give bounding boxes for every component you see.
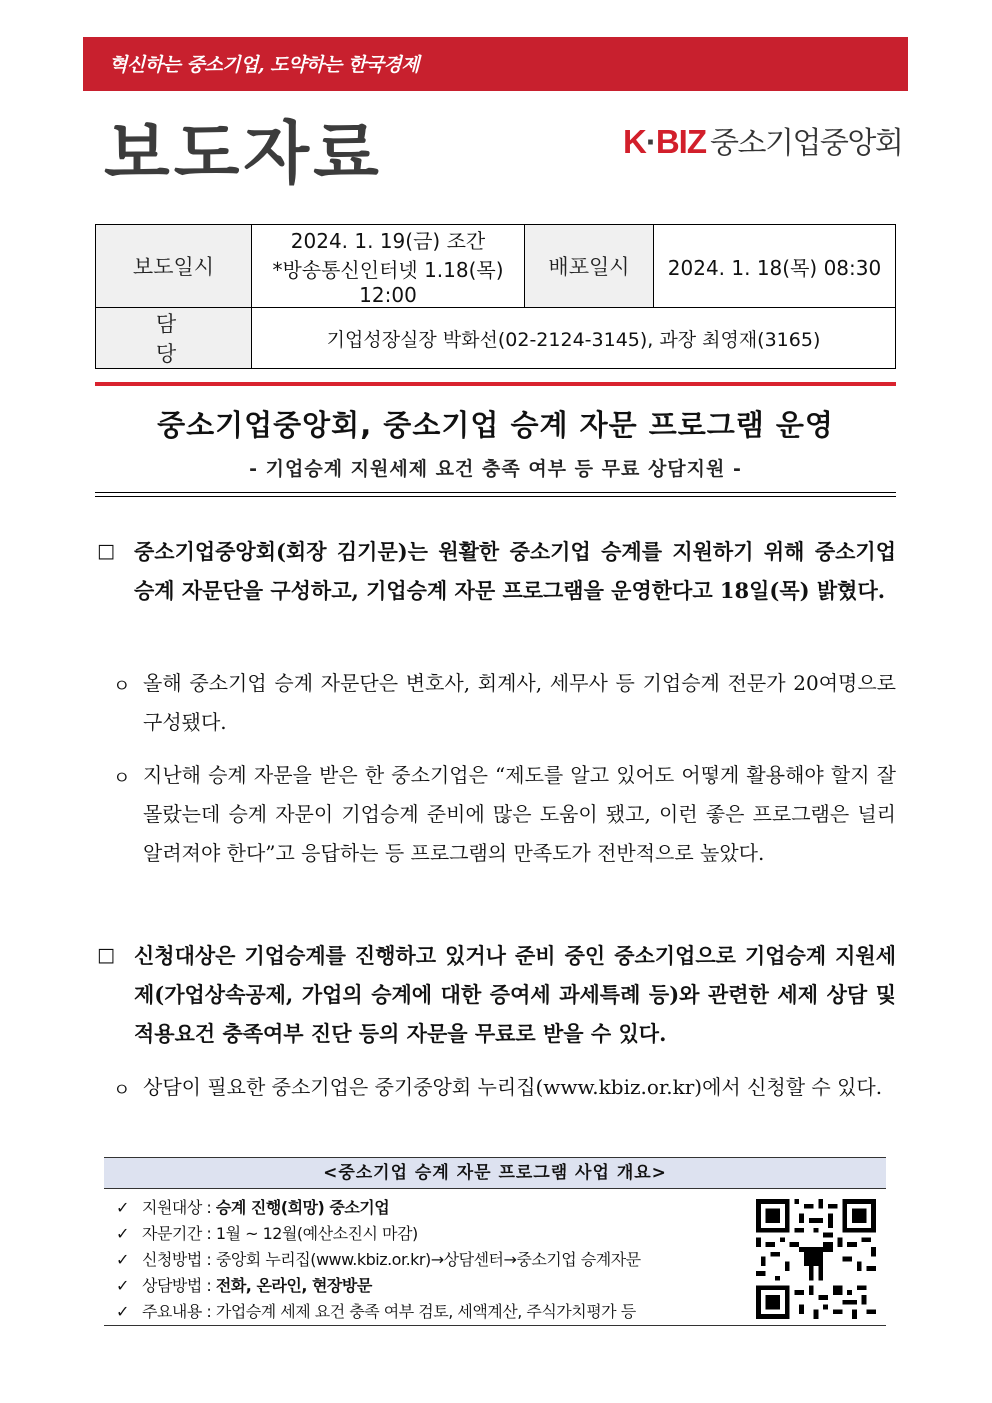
circle-bullet: ㅇ xyxy=(113,768,131,789)
paragraph-1-2-text: 지난해 승계 자문을 받은 한 중소기업은 “제도를 알고 있어도 어떻게 활용해야 할지 잘 몰랐는데 승계 자문이 기업승계 준비에 많은 도움이 됐고, 이런 좋은 프로그램은 널리 알려져야 한다”고 응답하는 등 프로그램의 만족도가 전반적으로 높았다. xyxy=(143,763,896,865)
release-date-value: 2024. 1. 19(금) 조간 xyxy=(290,229,486,253)
paragraph-1-1-text: 올해 중소기업 승계 자문단은 변호사, 회계사, 세무사 등 기업승계 전문가 20여명으로 구성됐다. xyxy=(143,671,896,734)
paragraph-2-text: 신청대상은 기업승계를 진행하고 있거나 준비 중인 중소기업으로 기업승계 지원세제(가업상속공제, 가업의 승계에 대한 증여세 과세특례 등)와 관련한 세제 상담 및 적용요건 충족여부 진단 등의 자문을 무료로 받을 수 있다. xyxy=(134,943,896,1046)
program-summary-box xyxy=(104,1157,886,1326)
doc-type-title: 보도자료 xyxy=(104,115,383,194)
release-date-cell xyxy=(252,225,525,308)
logo-org-name: 중소기업중앙회 xyxy=(710,126,903,161)
circle-bullet: ㅇ xyxy=(113,676,131,697)
logo-mark: K·BIZ xyxy=(623,123,707,160)
check-icon: ✓ xyxy=(116,1224,129,1243)
paragraph-1-2 xyxy=(95,756,896,873)
headline: 중소기업중앙회, 중소기업 승계 자문 프로그램 운영 xyxy=(157,408,834,442)
paragraph-2-1-text: 상담이 필요한 중소기업은 중기중앙회 누리집(www.kbiz.or.kr)에서 신청할 수 있다. xyxy=(143,1075,883,1099)
release-info-table xyxy=(95,224,896,369)
paragraph-2 xyxy=(95,936,896,1053)
square-bullet: □ xyxy=(97,944,115,966)
check-icon: ✓ xyxy=(116,1276,129,1295)
double-divider xyxy=(95,492,896,497)
summary-item-content: ✓ 주요내용 : 가업승계 세제 요건 충족 여부 검토, 세액계산, 주식가치평가 등 xyxy=(116,1302,636,1321)
release-broadcast-note: *방송통신인터넷 1.18(목) 12:00 xyxy=(272,258,504,307)
summary-item-apply: ✓ 신청방법 : 중앙회 누리집(www.kbiz.or.kr)→상담센터→중소기업 승계자문 xyxy=(116,1250,641,1269)
summary-item-target: ✓ 지원대상 : 승계 진행(희망) 중소기업 xyxy=(116,1198,390,1217)
banner-slogan: 혁신하는 중소기업, 도약하는 한국경제 xyxy=(109,54,420,76)
subheadline: - 기업승계 지원세제 요건 충족 여부 등 무료 상담지원 - xyxy=(249,458,742,480)
top-banner xyxy=(83,37,908,91)
summary-body xyxy=(104,1189,886,1326)
paragraph-1-text: 중소기업중앙회(회장 김기문)는 원활한 중소기업 승계를 지원하기 위해 중소기업 승계 자문단을 구성하고, 기업승계 자문 프로그램을 운영한다고 18일(목) 밝혔다. xyxy=(134,539,896,603)
kbiz-logo xyxy=(623,118,902,162)
check-icon: ✓ xyxy=(116,1250,129,1269)
distribute-date-label: 배포일시 xyxy=(525,225,654,308)
summary-item-period: ✓ 자문기간 : 1월 ~ 12월(예산소진시 마감) xyxy=(116,1224,418,1243)
contact-value: 기업성장실장 박화선(02-2124-3145), 과장 최영재(3165) xyxy=(252,308,896,369)
distribute-date-value: 2024. 1. 18(목) 08:30 xyxy=(654,225,896,308)
contact-label: 담 당 xyxy=(96,308,252,369)
square-bullet: □ xyxy=(97,540,115,562)
circle-bullet: ㅇ xyxy=(113,1080,131,1101)
check-icon: ✓ xyxy=(116,1302,129,1321)
paragraph-1-1 xyxy=(95,664,896,742)
check-icon: ✓ xyxy=(116,1198,129,1217)
summary-item-method: ✓ 상담방법 : 전화, 온라인, 현장방문 xyxy=(116,1276,372,1295)
release-date-label: 보도일시 xyxy=(96,225,252,308)
red-divider xyxy=(95,382,896,386)
paragraph-2-1 xyxy=(95,1068,896,1107)
summary-title: <중소기업 승계 자문 프로그램 사업 개요> xyxy=(104,1157,886,1189)
paragraph-1 xyxy=(95,532,896,610)
qr-code-icon[interactable] xyxy=(756,1199,876,1319)
